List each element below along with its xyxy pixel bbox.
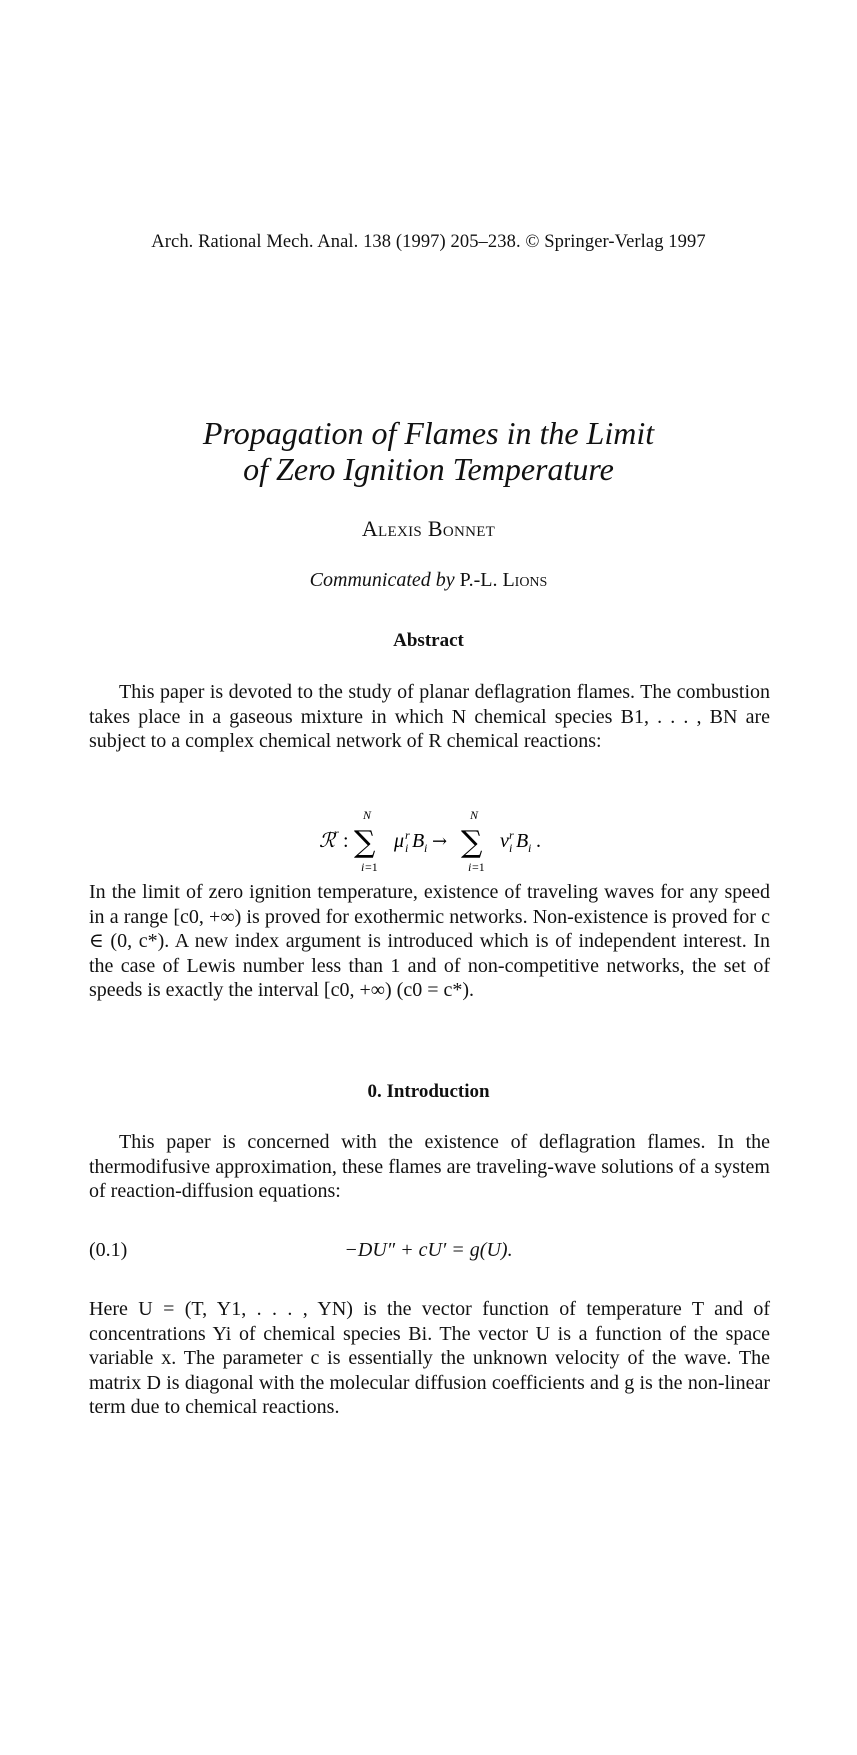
svg-text:μ: μ [394,830,405,852]
abstract-paragraph-2 [89,880,770,1003]
abstract-paragraph-2-text: In the limit of zero ignition temperature, existence of traveling waves for any speed in a range [c0, +∞) is proved for exothermic networks. Non-existence is proved for c ∈ (0, c*). A new index argument is introduced which is of independent interest. In the case of Lewis number less than 1 and of non-competitive networks, the set of speeds is exactly the interval [c0, +∞) (c0 = c*). [89,881,770,1002]
journal-citation: Arch. Rational Mech. Anal. 138 (1997) 205–238. © Springer-Verlag 1997 [151,232,706,252]
svg-text:ν: ν [500,830,509,852]
svg-text:i: i [424,841,428,855]
abstract-paragraph-1-text: This paper is devoted to the study of planar deflagration flames. The combustion takes place in a gaseous mixture in which N chemical species B1, . . . , BN are subject to a complex chemical network of R chemical reactions: [89,681,770,753]
svg-text:r: r [509,828,514,842]
svg-text:∑: ∑ [354,825,376,860]
svg-text:r: r [405,828,410,842]
title-line-2: of Zero Ignition Temperature [243,451,614,487]
introduction-paragraph-1-text: This paper is concerned with the existence of deflagration flames. In the thermodifusive approximation, these flames are traveling-wave solutions of a system of reaction-diffusion equations: [89,1131,770,1203]
communicated-prefix: Communicated by [309,569,455,591]
reaction-equation-graphic [310,805,550,875]
svg-text:=1: =1 [472,860,485,874]
paper-title [0,415,857,487]
svg-text:=1: =1 [365,860,378,874]
reaction-equation [0,805,857,875]
svg-text:i: i [361,860,365,874]
communicated-by [0,569,857,592]
svg-text:i: i [509,841,513,855]
abstract-paragraph-1 [89,680,770,754]
svg-text:N: N [470,808,479,822]
svg-text:N: N [363,808,372,822]
communicated-name: P.-L. Lions [459,569,548,591]
svg-text:ℛ: ℛ [319,830,335,852]
svg-text::: : [343,830,349,852]
author-name: Alexis Bonnet [361,516,496,541]
svg-text:B: B [412,830,425,852]
introduction-paragraph-2 [89,1297,770,1420]
svg-text:.: . [536,830,541,852]
svg-text:B: B [516,830,529,852]
svg-text:i: i [528,841,532,855]
introduction-paragraph-1 [89,1130,770,1204]
equation-number: (0.1) [89,1239,128,1261]
svg-text:r: r [334,826,339,840]
svg-text:∑: ∑ [461,825,483,860]
abstract-heading: Abstract [393,630,464,651]
equation-0-1: −DU″ + cU′ = g(U). [344,1239,513,1261]
svg-text:i: i [468,860,472,874]
svg-text:i: i [405,841,409,855]
svg-text:→: → [432,831,448,852]
title-line-1: Propagation of Flames in the Limit [202,415,655,451]
introduction-paragraph-2-text: Here U = (T, Y1, . . . , YN) is the vector function of temperature T and of concentrations Yi of chemical species Bi. The vector U is a function of the space variable x. The parameter c is essentially the unknown velocity of the wave. The matrix D is diagonal with the molecular diffusion coefficients and g is the non-linear term due to chemical reactions. [89,1298,770,1419]
introduction-heading: 0. Introduction [367,1081,490,1102]
